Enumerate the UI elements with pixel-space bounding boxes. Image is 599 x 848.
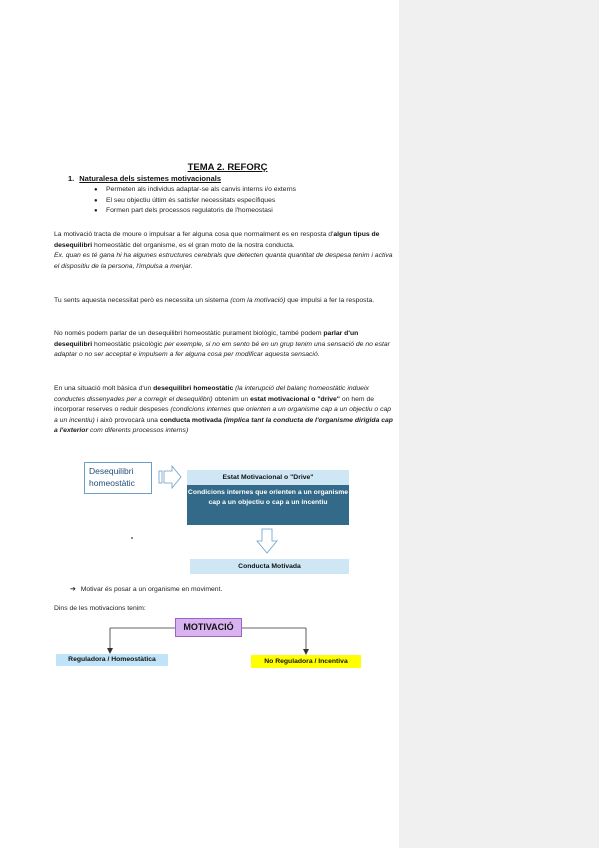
list-item: ● Permeten als individus adaptar-se als canvis interns i/o externs: [94, 185, 296, 196]
paragraph-system: Tu sents aquesta necessitat però es necessita un sistema (com la motivació) que impulsi a fer la resposta.: [54, 297, 375, 304]
drive-state-title: Estat Motivacional o "Drive": [187, 470, 349, 485]
paragraph-psychological: No només podem parlar de un desequilibri homeostàtic purament biològic, també podem parlar d'un desequilibri homeostàtic psicològic per exemple, si no em sento bé en un grup tenim una sensació de no estar adaptar o no ser acceptat e impulsem a fer alguna cosa per modificar aquesta sensació.: [54, 330, 390, 358]
bullet-icon: ●: [94, 187, 98, 193]
arrow-note: ➔ Motivar és posar a un organisme en moviment.: [70, 586, 223, 593]
document-title: TEMA 2. REFORÇ: [187, 162, 268, 173]
arrow-right-icon: ➔: [70, 586, 76, 593]
motivated-behavior-box: Conducta Motivada: [190, 559, 349, 574]
non-regulatory-node: No Reguladora / Incentiva: [251, 655, 361, 668]
bullet-icon: ●: [94, 208, 98, 214]
motivations-intro: Dins de les motivacions tenim:: [54, 605, 146, 612]
section-label: Naturalesa dels sistemes motivacionals: [79, 174, 222, 183]
regulatory-node: Reguladora / Homeostàtica: [56, 654, 168, 666]
section-number: 1.: [68, 174, 75, 183]
paragraph-motivation: La motivació tracta de moure o impulsar a fer alguna cosa que normalment es en resposta d'algun tipus de desequilibri homeostàtic del organisme, es el gran moto de la nostra conducta. Ex. quan es té gana hi ha algunes estructures cerebrals que detecten quanta quantitat de despesa tenim i activa el dispositiu de la persona, l'impulsa a menjar.: [54, 231, 393, 270]
list-item: ● El seu objectiu últim és satisfer necessitats específiques: [94, 196, 296, 207]
bullet-icon: ●: [94, 197, 98, 204]
drive-state-description: Condicions internes que orienten a un organisme cap a un objectiu o cap a un incentiu: [187, 485, 349, 525]
list-item: ● Formen part dels processos regulatoris de l'homeostasi: [94, 206, 296, 217]
example-text: Ex. quan es té gana hi ha algunes estructures cerebrals que detecten quanta quantitat de despesa tenim i activa el dispositiu de la persona, l'impulsa a menjar.: [54, 252, 393, 270]
paragraph-drive: En una situació molt bàsica d'un desequilibri homeostàtic (la interupció del balanç homeostàtic indueix conductes dissenyades per a corregir el desequilibri) obtenim un estat motivacional o "drive" on hem de incorporar reserves o reduir despeses (condicions internes que orienten a un organisme cap a un objectiu o cap a un incentiu) i això provocarà una conducta motivada (implica tant la conducta de l'organisme dirigida cap a l'exterior com diferents processos interns): [54, 385, 393, 434]
motivation-root-node: MOTIVACIÓ: [175, 618, 242, 637]
comments-margin-pane: [399, 0, 599, 848]
homeostatic-imbalance-box: Desequilibri homeostàtic: [84, 462, 152, 494]
